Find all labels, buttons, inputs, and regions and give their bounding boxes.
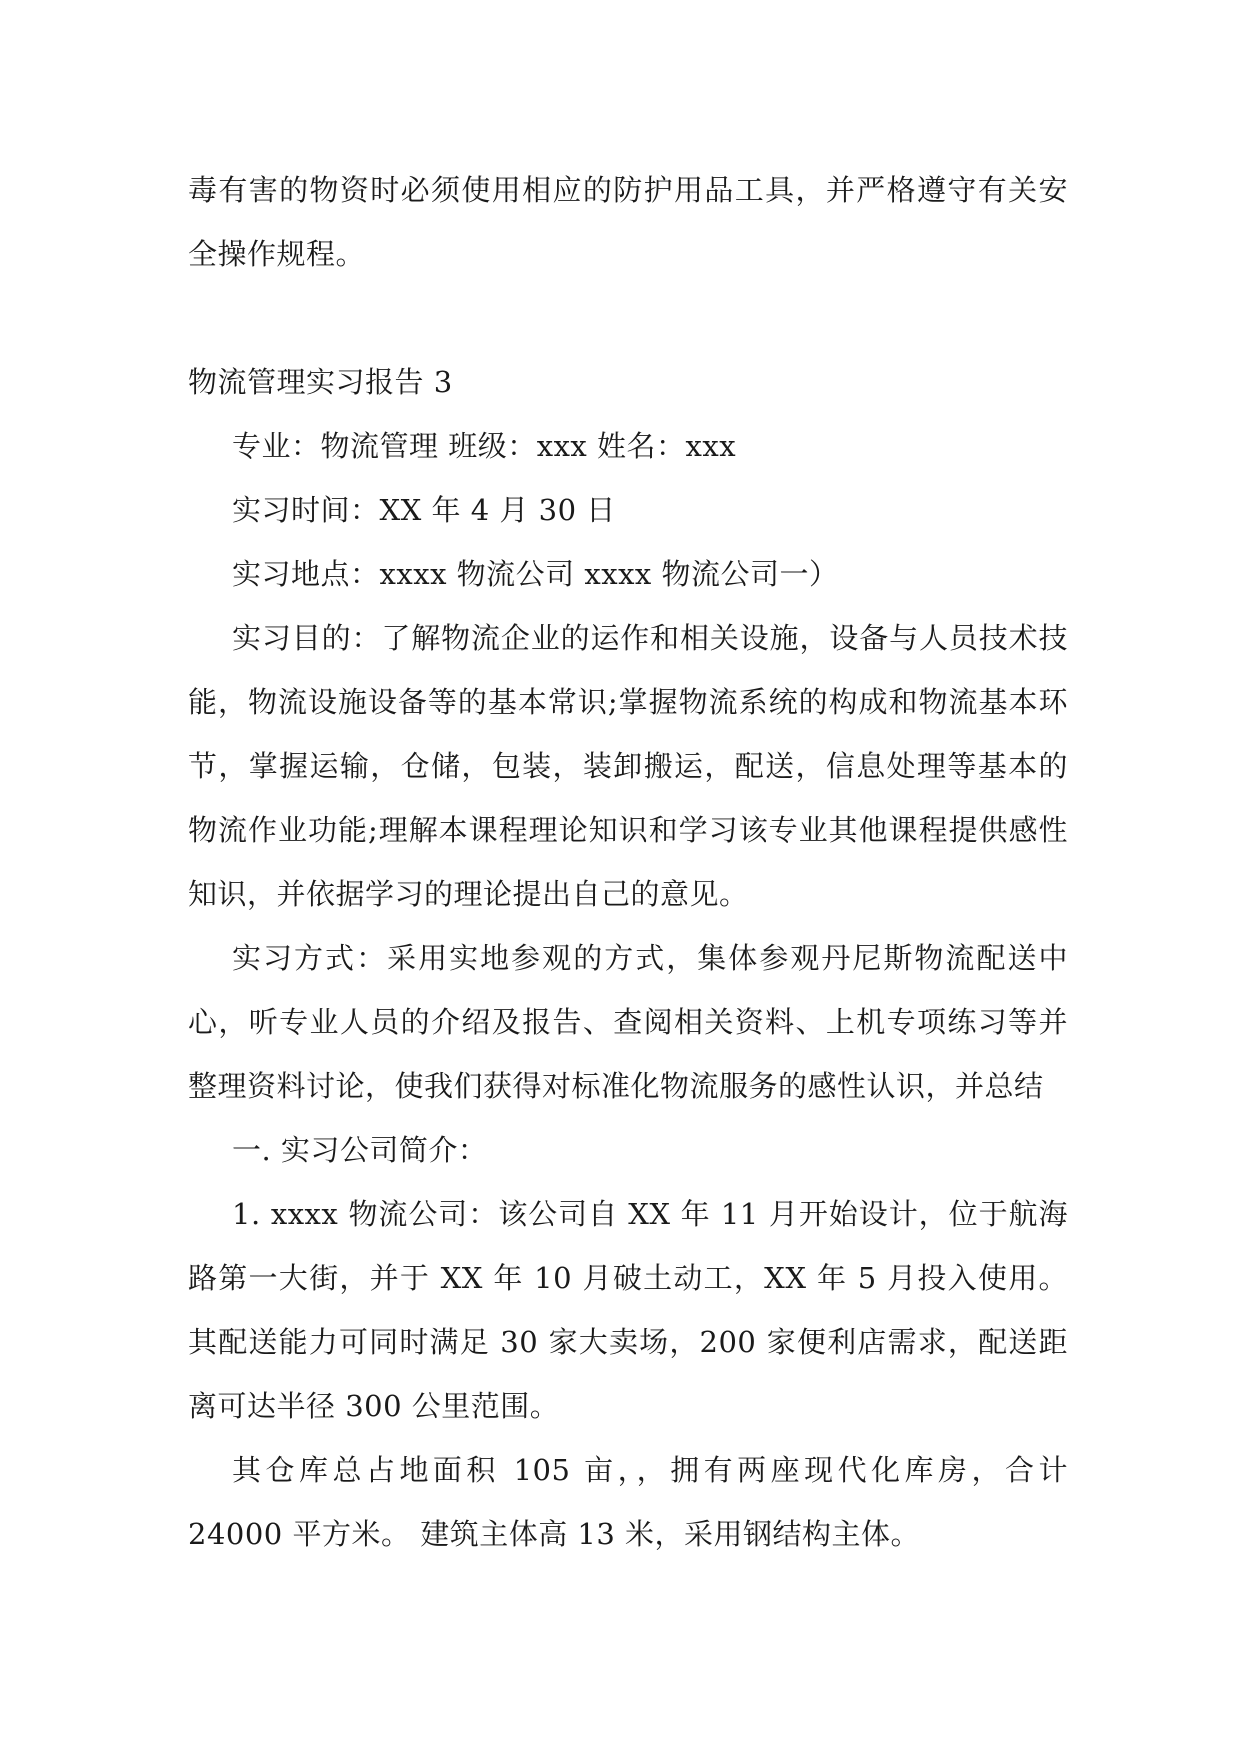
paragraph-student-info: 专业：物流管理 班级：xxx 姓名：xxx [232,429,737,463]
paragraph-internship-purpose: 实习目的：了解物流企业的运作和相关设施，设备与人员技术技能，物流设施设备等的基本常识;掌握物流系统的构成和物流基本环节，掌握运输，仓储，包装，装卸搬运，配送，信息处理等基本的物流作业功能;理解本课程理论知识和学习该专业其他课程提供感性知识，并依据学习的理论提出自己的意见。 [188,621,1068,911]
paragraph-safety-continued: 毒有害的物资时必须使用相应的防护用品工具，并严格遵守有关安全操作规程。 [188,173,1068,271]
paragraph-internship-location: 实习地点：xxxx 物流公司 xxxx 物流公司一） [232,557,839,591]
paragraph-internship-time: 实习时间：XX 年 4 月 30 日 [232,493,616,527]
paragraph-warehouse: 其仓库总占地面积 105 亩，，拥有两座现代化库房，合计 24000 平方米。 建筑主体高 13 米，采用钢结构主体。 [188,1453,1068,1551]
section-heading-company-intro: 一. 实习公司简介： [232,1133,488,1167]
paragraph-internship-method: 实习方式：采用实地参观的方式，集体参观丹尼斯物流配送中心，听专业人员的介绍及报告、查阅相关资料、上机专项练习等并整理资料讨论，使我们获得对标准化物流服务的感性认识，并总结 [188,941,1068,1103]
report-title: 物流管理实习报告 3 [188,365,453,399]
paragraph-company-one: 1. xxxx 物流公司：该公司自 XX 年 11 月开始设计，位于航海路第一大街，并于 XX 年 10 月破土动工，XX 年 5 月投入使用。其配送能力可同时满足 30 家大卖场，200 家便利店需求，配送距离可达半径 300 公里范围。 [188,1197,1068,1423]
document-body [188,158,1068,1566]
